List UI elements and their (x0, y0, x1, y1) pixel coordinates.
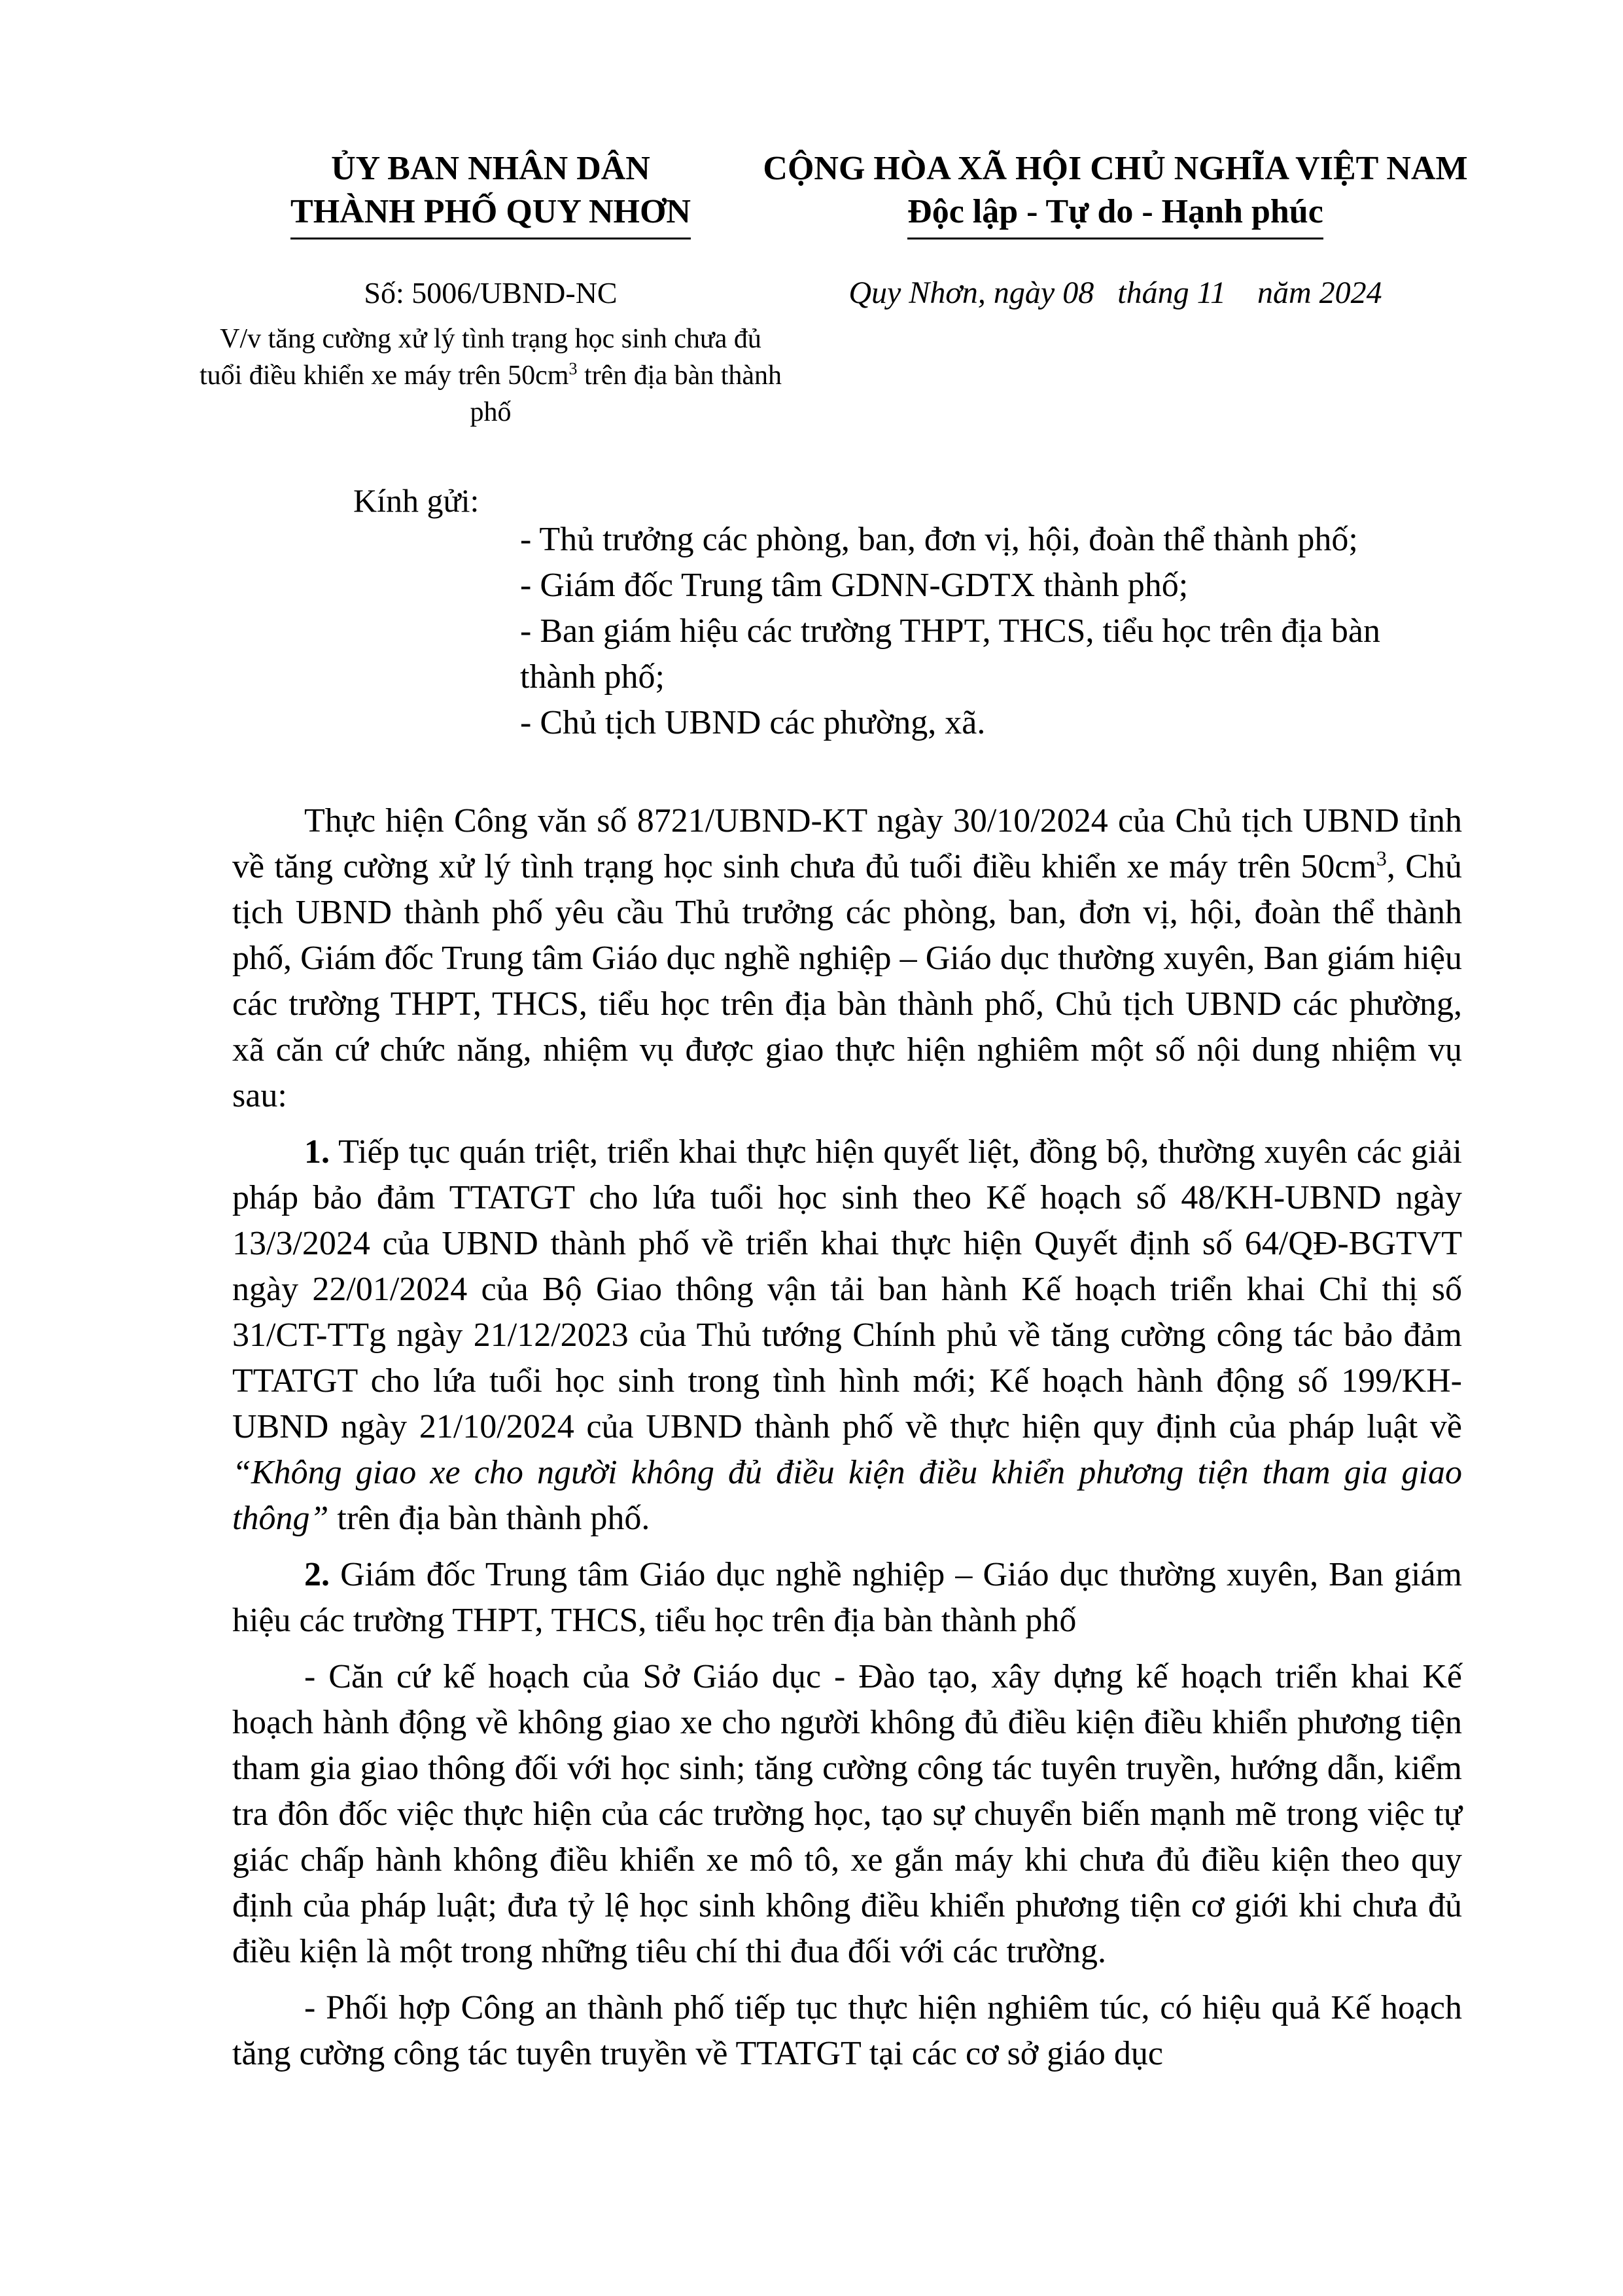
subject-suffix: trên địa bàn thành phố (470, 361, 782, 427)
item-2-bullet-2: - Phối hợp Công an thành phố tiếp tục thực hiện nghiêm túc, có hiệu quả Kế hoạch tăng cường công tác tuyên truyền về TTATGT tại các cơ sở giáo dục (232, 1989, 1462, 2072)
intro-text-b: , Chủ tịch UBND thành phố yêu cầu Thủ trưởng các phòng, ban, đơn vị, hội, đoàn thể thành phố, Giám đốc Trung tâm Giáo dục nghề nghiệp – Giáo dục thường xuyên, Ban giám hiệu các trường THPT, THCS, tiểu học trên địa bàn thành phố, Chủ tịch UBND các phường, xã căn cứ chức năng, nhiệm vụ được giao thực hiện nghiêm một số nội dung nhiệm vụ sau: (232, 848, 1462, 1114)
subject-prefix: V/v tăng cường xử lý tình trạng học sinh chưa đủ tuổi điều khiển xe máy trên 50cm (199, 324, 761, 391)
document-number (196, 274, 785, 313)
item-1-number: 1. (304, 1133, 330, 1171)
document-subject (196, 321, 785, 431)
item-1-quote: “Không giao xe cho người không đủ điều kiện điều khiển phương tiện tham gia giao thông” (232, 1454, 1462, 1537)
intro-superscript: 3 (1376, 846, 1387, 870)
document-body (232, 798, 1462, 2087)
recipient-item: - Ban giám hiệu các trường THPT, THCS, tiểu học trên địa bàn thành phố; (520, 612, 1380, 696)
nation-title: CỘNG HÒA XÃ HỘI CHỦ NGHĨA VIỆT NAM (763, 150, 1468, 187)
place-date: Quy Nhơn, ngày 08 tháng 11 năm 2024 (848, 275, 1382, 310)
number-suffix: /UBND-NC (472, 276, 618, 309)
item-1-text: Tiếp tục quán triệt, triển khai thực hiện quyết liệt, đồng bộ, thường xuyên các giải pháp bảo đảm TTATGT cho lứa tuổi học sinh theo Kế hoạch số 48/KH-UBND ngày 13/3/2024 của UBND thành phố về triển khai thực hiện Quyết định số 64/QĐ-BGTVT ngày 22/01/2024 của Bộ Giao thông vận tải ban hành Kế hoạch triển khai Chỉ thị số 31/CT-TTg ngày 21/12/2023 của Thủ tướng Chính phủ về tăng cường công tác bảo đảm TTATGT cho lứa tuổi học sinh trong tình hình mới; Kế hoạch hành động số 199/KH-UBND ngày 21/10/2024 của UBND thành phố về thực hiện quy định của pháp luật về (232, 1133, 1462, 1445)
number-label: Số: (364, 276, 404, 309)
number-value: 5006 (411, 276, 472, 309)
recipient-item: - Chủ tịch UBND các phường, xã. (520, 704, 986, 741)
subject-superscript: 3 (568, 359, 578, 378)
item-2-number: 2. (304, 1556, 330, 1593)
item-1-tail: trên địa bàn thành phố. (328, 1500, 650, 1537)
national-motto (713, 147, 1518, 239)
recipient-item: - Thủ trưởng các phòng, ban, đơn vị, hội, đoàn thể thành phố; (520, 521, 1358, 558)
greeting: Kính gửi: (353, 482, 480, 519)
issuing-authority (196, 147, 785, 239)
authority-line-1: ỦY BAN NHÂN DÂN (331, 150, 650, 187)
item-1-paragraph (232, 1129, 1462, 1542)
intro-text-a: Thực hiện Công văn số 8721/UBND-KT ngày 30/10/2024 của Chủ tịch UBND tỉnh về tăng cường xử lý tình trạng học sinh chưa đủ tuổi điều khiển xe máy trên 50cm (232, 802, 1462, 885)
authority-line-2: THÀNH PHỐ QUY NHƠN (290, 190, 691, 239)
nation-motto: Độc lập - Tự do - Hạnh phúc (907, 190, 1323, 239)
recipient-list (520, 517, 1462, 746)
item-2-bullet-1: - Căn cứ kế hoạch của Sở Giáo dục - Đào tạo, xây dựng kế hoạch triển khai Kế hoạch hành động về không giao xe cho người không đủ điều kiện điều khiển phương tiện tham gia giao thông đối với học sinh; tăng cường công tác tuyên truyền, hướng dẫn, kiểm tra đôn đốc việc thực hiện của các trường học, tạo sự chuyển biến mạnh mẽ trong việc tự giác chấp hành không điều khiển xe mô tô, xe gắn máy khi chưa đủ điều kiện theo quy định của pháp luật; đưa tỷ lệ học sinh không điều khiển phương tiện cơ giới khi chưa đủ điều kiện là một trong những tiêu chí thi đua đối với các trường. (232, 1658, 1462, 1970)
item-2-paragraph (232, 1552, 1462, 1644)
intro-paragraph (232, 798, 1462, 1119)
recipient-item: - Giám đốc Trung tâm GDNN-GDTX thành phố; (520, 567, 1189, 604)
item-2-text: Giám đốc Trung tâm Giáo dục nghề nghiệp – Giáo dục thường xuyên, Ban giám hiệu các trường THPT, THCS, tiểu học trên địa bàn thành phố (232, 1556, 1462, 1639)
